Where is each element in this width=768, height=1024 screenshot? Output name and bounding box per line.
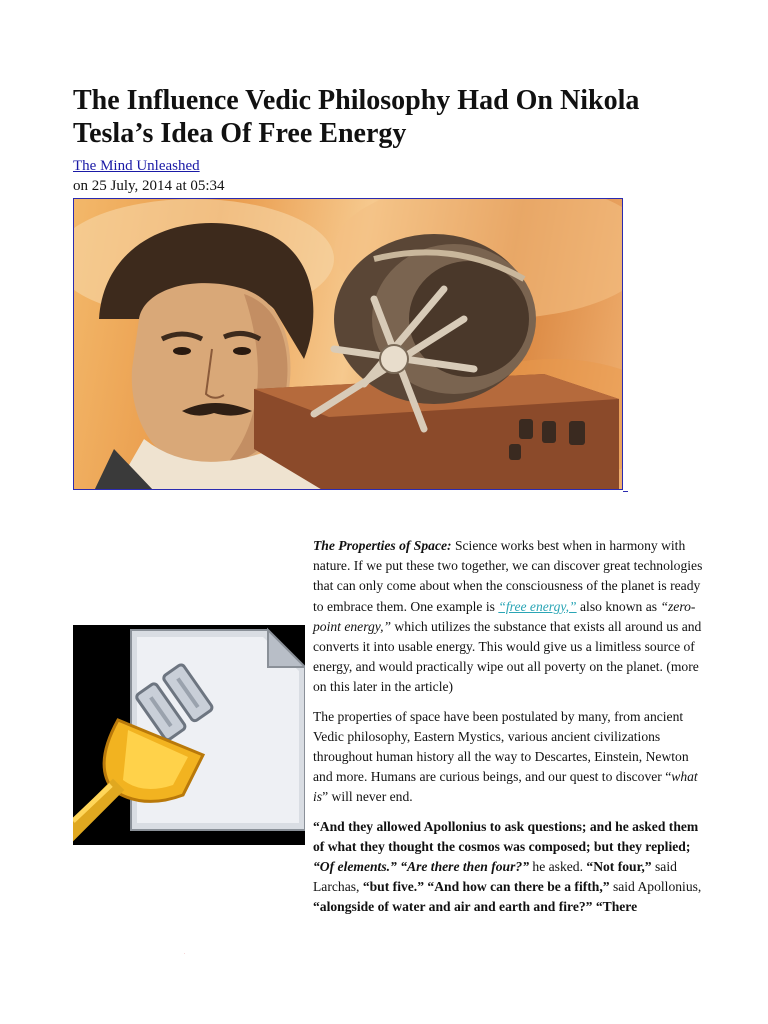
paragraph-text: The properties of space have been postulated by many, from ancient Vedic philosophy, Eastern Mystics, various ancient civilizations throughout human history all the way to Descartes, Einstein, Newton and more. Humans are curious beings, and our quest to discover “ — [313, 708, 689, 785]
byline — [73, 156, 225, 196]
quote-text: “Of elements.” “Are there then four?” — [313, 859, 529, 875]
hero-link-underline — [623, 488, 628, 492]
free-energy-link[interactable]: “free energy,” — [498, 598, 577, 614]
quote-text: “but five.” “And how can there be a fifth,” — [362, 879, 610, 895]
plugin-document-icon — [73, 625, 305, 845]
quote-text: said Larchas, — [313, 859, 677, 895]
quote-text: he asked. — [529, 859, 587, 875]
portrait-and-machine-icon — [74, 199, 623, 490]
what-is-term: what is — [313, 769, 698, 805]
zero-point-term: “zero-point energy,” — [313, 598, 696, 634]
author-link[interactable]: The Mind Unleashed — [73, 158, 200, 174]
paragraph-text: which utilizes the substance that exists all around us and converts it into usable energy. This would give us a limitless source of energy, and would practically wipe out all poverty on the planet. (more on this later in the article) — [313, 618, 702, 695]
article-body — [313, 536, 708, 927]
article-title: The Influence Vedic Philosophy Had On Nikola Tesla’s Idea Of Free Energy — [73, 85, 640, 149]
paragraph-text: ” will never end. — [322, 789, 413, 805]
quote-text: “And they allowed Apollonius to ask questions; and he asked them of what they thought the cosmos was composed; but they replied; — [313, 818, 699, 854]
quote-text: said Apollonius, — [609, 879, 702, 895]
publish-date: on 25 July, 2014 at 05:34 — [73, 178, 225, 194]
paragraph-properties-of-space — [313, 536, 708, 698]
image-caption-mark: · — [184, 951, 186, 956]
plugin-image — [73, 625, 305, 845]
paragraph-postulated — [313, 707, 708, 808]
paragraph-text: also known as — [576, 598, 661, 614]
quote-text: “alongside of water and air and earth and fire?” “There — [313, 899, 638, 915]
quote-text: “Not four,” — [586, 859, 652, 875]
hero-image[interactable] — [73, 198, 623, 490]
paragraph-text: Science works best when in harmony with nature. If we put these two together, we can discover great technologies that can only come about when the consciousness of the planet is ready to embrace them. One example is — [313, 538, 703, 614]
section-lead: The Properties of Space: — [313, 538, 452, 553]
apollonius-quote — [313, 817, 708, 918]
